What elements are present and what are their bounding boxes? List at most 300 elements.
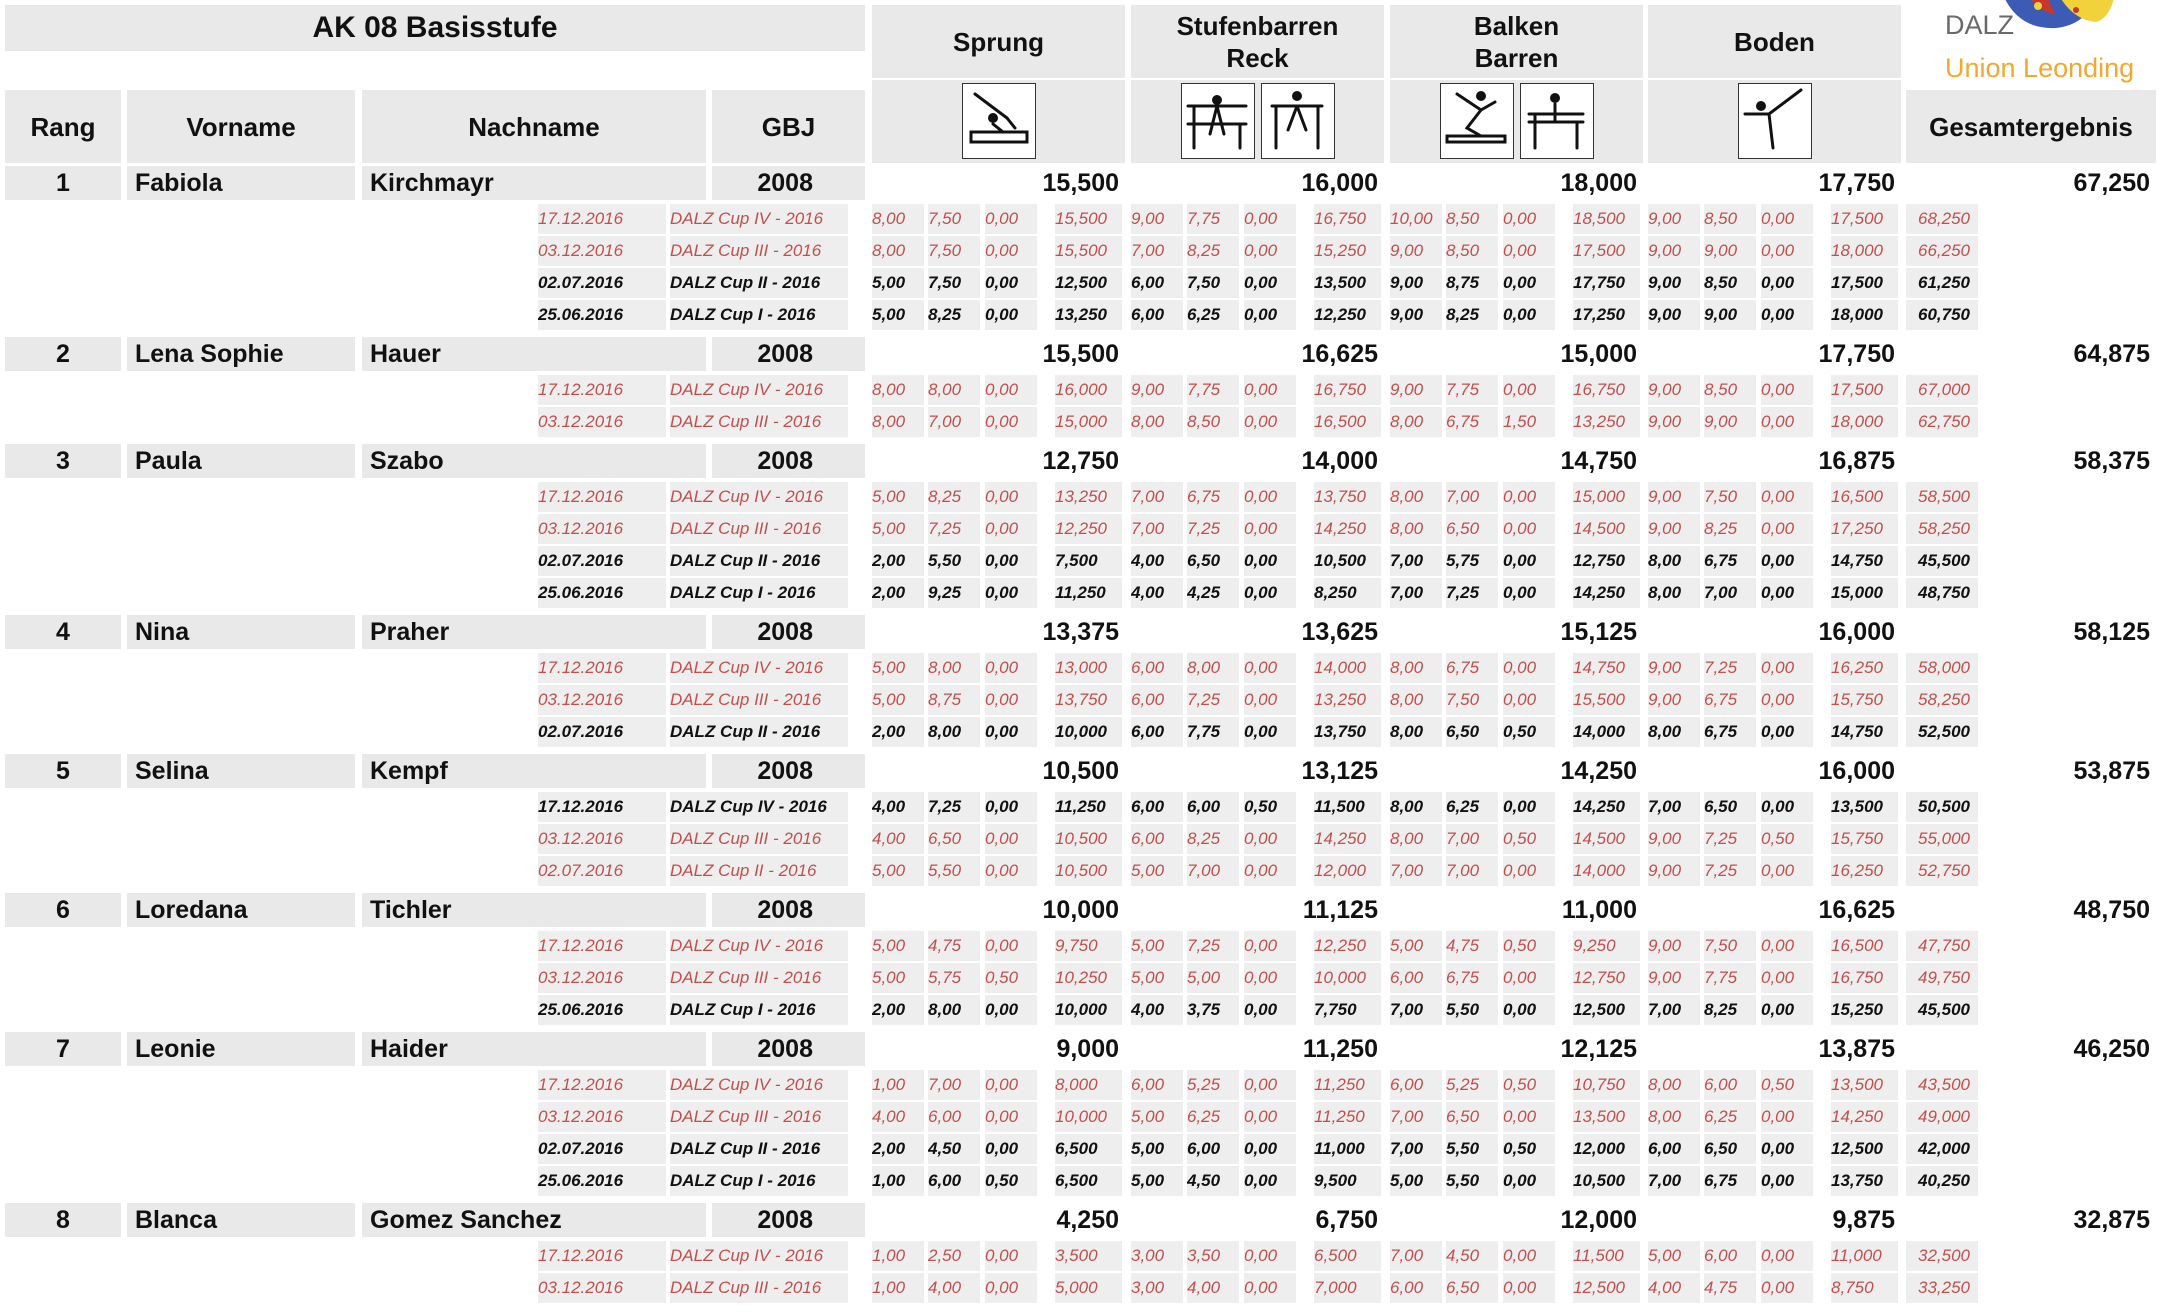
- apparatus-detail-cell: 0,00: [1761, 856, 1813, 886]
- apparatus-score-cell: 14,750: [1831, 546, 1898, 576]
- apparatus-detail-cell: 8,00: [1131, 407, 1183, 437]
- apparatus-detail-cell: 0,00: [1503, 856, 1555, 886]
- apparatus-detail-cell: 6,50: [928, 824, 980, 854]
- apparatus-detail-cell: 6,75: [1187, 482, 1239, 512]
- apparatus-score-cell: 7,750: [1314, 995, 1381, 1025]
- apparatus-detail-cell: 6,00: [1187, 792, 1239, 822]
- apparatus-detail-cell: 6,75: [1704, 546, 1756, 576]
- apparatus-detail-cell: 6,50: [1446, 1273, 1498, 1303]
- apparatus-detail-cell: 8,50: [1704, 268, 1756, 298]
- apparatus-detail-cell: 6,75: [1446, 963, 1498, 993]
- apparatus-detail-cell: 0,00: [1503, 1241, 1555, 1271]
- apparatus-detail-cell: 0,00: [1244, 1102, 1296, 1132]
- apparatus-detail-cell: 3,75: [1187, 995, 1239, 1025]
- apparatus-detail-cell: 0,00: [1761, 546, 1813, 576]
- apparatus-detail-cell: 5,00: [872, 931, 924, 961]
- competition-total: 61,250: [1906, 268, 1978, 298]
- apparatus-detail-cell: 0,00: [1244, 1134, 1296, 1164]
- apparatus-detail-cell: 7,00: [1390, 995, 1442, 1025]
- floor-icon: [1738, 83, 1812, 159]
- apparatus-detail-cell: 7,75: [1446, 375, 1498, 405]
- competition-total: 45,500: [1906, 546, 1978, 576]
- competition-date: 02.07.2016: [538, 717, 666, 747]
- apparatus-detail-cell: 7,00: [1390, 1134, 1442, 1164]
- competition-name: DALZ Cup IV - 2016: [670, 1070, 848, 1100]
- apparatus-detail-cell: 5,00: [1648, 1241, 1700, 1271]
- competition-date: 02.07.2016: [538, 268, 666, 298]
- apparatus-score-cell: 12,000: [1314, 856, 1381, 886]
- apparatus-detail-cell: 0,00: [1244, 578, 1296, 608]
- apparatus-detail-cell: 0,00: [1761, 1241, 1813, 1271]
- apparatus-score-cell: 16,000: [1055, 375, 1122, 405]
- apparatus-detail-cell: 7,00: [928, 407, 980, 437]
- apparatus-best-score: 9,000: [1056, 1035, 1119, 1063]
- apparatus-detail-cell: 5,00: [1390, 1166, 1442, 1196]
- apparatus-detail-cell: 7,25: [1446, 578, 1498, 608]
- apparatus-detail-cell: 5,00: [872, 482, 924, 512]
- parallel-bars-icon: [1520, 83, 1594, 159]
- apparatus-detail-cell: 0,50: [1503, 1134, 1555, 1164]
- apparatus-best-score: 12,750: [1042, 447, 1119, 475]
- apparatus-score-cell: 10,500: [1314, 546, 1381, 576]
- apparatus-detail-cell: 0,00: [1244, 1166, 1296, 1196]
- competition-total: 58,250: [1906, 685, 1978, 715]
- apparatus-detail-cell: 8,25: [928, 482, 980, 512]
- apparatus-detail-cell: 0,00: [1503, 995, 1555, 1025]
- apparatus-detail-cell: 6,75: [1704, 1166, 1756, 1196]
- apparatus-detail-cell: 4,00: [1187, 1273, 1239, 1303]
- apparatus-detail-cell: 5,00: [1131, 856, 1183, 886]
- apparatus-detail-cell: 5,00: [1131, 1134, 1183, 1164]
- apparatus-detail-cell: 8,50: [1704, 204, 1756, 234]
- apparatus-detail-cell: 4,00: [872, 824, 924, 854]
- apparatus-best-score: 17,750: [1818, 169, 1895, 197]
- apparatus-score-cell: 16,750: [1314, 375, 1381, 405]
- apparatus-detail-cell: 8,00: [1390, 482, 1442, 512]
- apparatus-score-cell: 11,500: [1573, 1241, 1640, 1271]
- apparatus-detail-cell: 0,00: [1761, 685, 1813, 715]
- apparatus-detail-cell: 6,00: [1187, 1134, 1239, 1164]
- apparatus-detail-cell: 7,25: [1187, 931, 1239, 961]
- athlete-rank: 8: [5, 1203, 121, 1237]
- apparatus-best-score: 18,000: [1560, 169, 1637, 197]
- apparatus-best-score: 15,500: [1042, 340, 1119, 368]
- apparatus-score-cell: 14,750: [1573, 653, 1640, 683]
- athlete-birth-year: 2008: [712, 444, 865, 478]
- apparatus-detail-cell: 8,00: [1390, 514, 1442, 544]
- athlete-last-name: Tichler: [362, 893, 706, 927]
- apparatus-detail-cell: 9,00: [1704, 300, 1756, 330]
- competition-date: 03.12.2016: [538, 685, 666, 715]
- apparatus-score-cell: 11,250: [1055, 578, 1122, 608]
- apparatus-score-cell: 12,750: [1573, 546, 1640, 576]
- apparatus-detail-cell: 7,00: [1390, 856, 1442, 886]
- apparatus-best-score: 11,250: [1302, 1035, 1378, 1063]
- apparatus-detail-cell: 0,00: [1503, 963, 1555, 993]
- athlete-first-name: Nina: [127, 615, 355, 649]
- apparatus-score-cell: 16,750: [1573, 375, 1640, 405]
- apparatus-detail-cell: 0,00: [985, 824, 1037, 854]
- apparatus-score-cell: 13,250: [1314, 685, 1381, 715]
- competition-name: DALZ Cup III - 2016: [670, 963, 848, 993]
- apparatus-detail-cell: 0,00: [1244, 653, 1296, 683]
- apparatus-detail-cell: 1,00: [872, 1273, 924, 1303]
- apparatus-detail-cell: 9,00: [1648, 204, 1700, 234]
- competition-date: 02.07.2016: [538, 1134, 666, 1164]
- apparatus-detail-cell: 9,00: [1648, 963, 1700, 993]
- apparatus-detail-cell: 7,75: [1187, 375, 1239, 405]
- apparatus-detail-cell: 0,00: [985, 792, 1037, 822]
- apparatus-detail-cell: 0,00: [985, 995, 1037, 1025]
- apparatus-detail-cell: 0,00: [1503, 685, 1555, 715]
- competition-total: 62,750: [1906, 407, 1978, 437]
- apparatus-score-cell: 12,500: [1573, 995, 1640, 1025]
- apparatus-detail-cell: 1,00: [872, 1166, 924, 1196]
- apparatus-score-cell: 14,000: [1314, 653, 1381, 683]
- apparatus-detail-cell: 8,00: [872, 407, 924, 437]
- athlete-rank: 3: [5, 444, 121, 478]
- competition-name: DALZ Cup III - 2016: [670, 1273, 848, 1303]
- apparatus-detail-cell: 7,25: [1704, 824, 1756, 854]
- apparatus-detail-cell: 5,75: [1446, 546, 1498, 576]
- apparatus-detail-cell: 9,00: [1704, 236, 1756, 266]
- apparatus-score-cell: 15,500: [1573, 685, 1640, 715]
- apparatus-detail-cell: 5,50: [1446, 1134, 1498, 1164]
- apparatus-detail-cell: 9,00: [1648, 824, 1700, 854]
- apparatus-detail-cell: 6,00: [1704, 1070, 1756, 1100]
- competition-total: 67,000: [1906, 375, 1978, 405]
- apparatus-score-cell: 16,750: [1831, 963, 1898, 993]
- apparatus-best-score: 16,625: [1818, 896, 1895, 924]
- apparatus-best-score: 10,000: [1042, 896, 1119, 924]
- apparatus-detail-cell: 6,50: [1446, 1102, 1498, 1132]
- apparatus-detail-cell: 0,00: [985, 578, 1037, 608]
- apparatus-detail-cell: 0,00: [1503, 514, 1555, 544]
- apparatus-detail-cell: 0,00: [1761, 375, 1813, 405]
- competition-date: 02.07.2016: [538, 856, 666, 886]
- competition-name: DALZ Cup IV - 2016: [670, 204, 848, 234]
- apparatus-detail-cell: 8,00: [928, 995, 980, 1025]
- apparatus-detail-cell: 8,00: [1187, 653, 1239, 683]
- vault-icon: [962, 83, 1036, 159]
- apparatus-detail-cell: 3,50: [1187, 1241, 1239, 1271]
- apparatus-score-cell: 13,500: [1314, 268, 1381, 298]
- apparatus-detail-cell: 8,25: [1704, 995, 1756, 1025]
- athlete-rank: 5: [5, 754, 121, 788]
- apparatus-score-cell: 17,500: [1573, 236, 1640, 266]
- apparatus-score-cell: 3,500: [1055, 1241, 1122, 1271]
- competition-date: 03.12.2016: [538, 407, 666, 437]
- apparatus-detail-cell: 8,00: [928, 375, 980, 405]
- apparatus-best-score: 16,000: [1818, 618, 1895, 646]
- apparatus-detail-cell: 8,00: [872, 375, 924, 405]
- apparatus-detail-cell: 0,00: [1244, 300, 1296, 330]
- apparatus-detail-cell: 9,00: [1648, 931, 1700, 961]
- apparatus-score-cell: 14,000: [1573, 856, 1640, 886]
- athlete-last-name: Gomez Sanchez: [362, 1203, 706, 1237]
- athlete-rank: 4: [5, 615, 121, 649]
- column-header-first-name: Vorname: [127, 90, 355, 163]
- competition-date: 17.12.2016: [538, 1070, 666, 1100]
- apparatus-best-score: 11,000: [1561, 896, 1637, 924]
- competition-date: 17.12.2016: [538, 931, 666, 961]
- apparatus-detail-cell: 2,00: [872, 578, 924, 608]
- apparatus-detail-cell: 6,00: [1131, 653, 1183, 683]
- apparatus-detail-cell: 0,00: [1244, 375, 1296, 405]
- apparatus-detail-cell: 7,00: [1446, 824, 1498, 854]
- apparatus-detail-cell: 4,00: [872, 792, 924, 822]
- apparatus-score-cell: 12,500: [1573, 1273, 1640, 1303]
- apparatus-best-score: 15,500: [1042, 169, 1119, 197]
- apparatus-detail-cell: 0,00: [985, 717, 1037, 747]
- competition-total: 40,250: [1906, 1166, 1978, 1196]
- apparatus-score-cell: 13,500: [1573, 1102, 1640, 1132]
- apparatus-score-cell: 14,500: [1573, 514, 1640, 544]
- apparatus-detail-cell: 9,00: [1390, 375, 1442, 405]
- apparatus-detail-cell: 0,00: [1761, 931, 1813, 961]
- apparatus-detail-cell: 6,75: [1704, 685, 1756, 715]
- apparatus-score-cell: 6,500: [1055, 1134, 1122, 1164]
- competition-name: DALZ Cup III - 2016: [670, 824, 848, 854]
- apparatus-detail-cell: 0,50: [985, 963, 1037, 993]
- competition-name: DALZ Cup IV - 2016: [670, 653, 848, 683]
- apparatus-best-score: 6,750: [1315, 1206, 1378, 1234]
- apparatus-score-cell: 13,750: [1055, 685, 1122, 715]
- apparatus-detail-cell: 0,00: [1761, 407, 1813, 437]
- apparatus-detail-cell: 7,25: [1187, 685, 1239, 715]
- competition-name: DALZ Cup I - 2016: [670, 1166, 848, 1196]
- apparatus-detail-cell: 6,00: [1131, 268, 1183, 298]
- apparatus-detail-cell: 9,00: [1390, 300, 1442, 330]
- apparatus-detail-cell: 6,25: [1187, 1102, 1239, 1132]
- athlete-rank: 7: [5, 1032, 121, 1066]
- apparatus-detail-cell: 0,00: [1503, 236, 1555, 266]
- apparatus-detail-cell: 0,00: [1244, 963, 1296, 993]
- apparatus-score-cell: 11,250: [1314, 1070, 1381, 1100]
- competition-name: DALZ Cup II - 2016: [670, 717, 848, 747]
- apparatus-detail-cell: 9,00: [1648, 856, 1700, 886]
- title-divider: [5, 51, 865, 53]
- apparatus-detail-cell: 6,75: [1446, 653, 1498, 683]
- apparatus-detail-cell: 9,25: [928, 578, 980, 608]
- competition-name: DALZ Cup IV - 2016: [670, 482, 848, 512]
- competition-date: 17.12.2016: [538, 653, 666, 683]
- apparatus-detail-cell: 0,00: [1244, 268, 1296, 298]
- logo-text-dalz: DALZ: [1945, 10, 2015, 40]
- competition-name: DALZ Cup III - 2016: [670, 514, 848, 544]
- apparatus-detail-cell: 0,00: [985, 653, 1037, 683]
- athlete-birth-year: 2008: [712, 754, 865, 788]
- competition-name: DALZ Cup II - 2016: [670, 546, 848, 576]
- apparatus-detail-cell: 0,00: [1503, 546, 1555, 576]
- apparatus-best-score: 13,125: [1301, 757, 1378, 785]
- apparatus-score-cell: 7,000: [1314, 1273, 1381, 1303]
- apparatus-detail-cell: 8,25: [928, 300, 980, 330]
- apparatus-best-score: 11,125: [1302, 896, 1378, 924]
- competition-name: DALZ Cup IV - 2016: [670, 375, 848, 405]
- apparatus-detail-cell: 5,50: [1446, 995, 1498, 1025]
- apparatus-score-cell: 16,750: [1314, 204, 1381, 234]
- apparatus-score-cell: 17,500: [1831, 268, 1898, 298]
- apparatus-detail-cell: 0,50: [1503, 824, 1555, 854]
- apparatus-detail-cell: 0,50: [1503, 931, 1555, 961]
- competition-name: DALZ Cup II - 2016: [670, 268, 848, 298]
- apparatus-score-cell: 15,750: [1831, 824, 1898, 854]
- competition-total: 66,250: [1906, 236, 1978, 266]
- apparatus-detail-cell: 7,00: [1390, 578, 1442, 608]
- apparatus-detail-cell: 6,00: [1131, 792, 1183, 822]
- apparatus-detail-cell: 9,00: [1390, 268, 1442, 298]
- high-bar-icon: [1261, 83, 1335, 159]
- competition-total: 55,000: [1906, 824, 1978, 854]
- apparatus-score-cell: 16,500: [1831, 931, 1898, 961]
- competition-total: 49,750: [1906, 963, 1978, 993]
- apparatus-detail-cell: 5,00: [872, 300, 924, 330]
- apparatus-best-score: 13,625: [1301, 618, 1378, 646]
- apparatus-detail-cell: 7,50: [1704, 931, 1756, 961]
- competition-name: DALZ Cup IV - 2016: [670, 931, 848, 961]
- competition-date: 03.12.2016: [538, 236, 666, 266]
- athlete-first-name: Loredana: [127, 893, 355, 927]
- apparatus-score-cell: 10,750: [1573, 1070, 1640, 1100]
- apparatus-detail-cell: 10,00: [1390, 204, 1442, 234]
- apparatus-detail-cell: 9,00: [1648, 685, 1700, 715]
- apparatus-detail-cell: 0,00: [1503, 375, 1555, 405]
- competition-date: 17.12.2016: [538, 375, 666, 405]
- apparatus-score-cell: 8,750: [1831, 1273, 1898, 1303]
- apparatus-detail-cell: 2,00: [872, 995, 924, 1025]
- apparatus-score-cell: 15,000: [1831, 578, 1898, 608]
- apparatus-score-cell: 13,250: [1055, 482, 1122, 512]
- apparatus-detail-cell: 5,25: [1187, 1070, 1239, 1100]
- apparatus-detail-cell: 0,00: [1244, 931, 1296, 961]
- apparatus-score-cell: 17,500: [1831, 204, 1898, 234]
- apparatus-detail-cell: 8,50: [1446, 236, 1498, 266]
- apparatus-detail-cell: 5,00: [872, 963, 924, 993]
- apparatus-detail-cell: 8,00: [928, 653, 980, 683]
- apparatus-detail-cell: 9,00: [1648, 482, 1700, 512]
- apparatus-detail-cell: 7,75: [1187, 717, 1239, 747]
- apparatus-detail-cell: 4,00: [1131, 995, 1183, 1025]
- competition-total: 32,500: [1906, 1241, 1978, 1271]
- apparatus-score-cell: 17,750: [1573, 268, 1640, 298]
- athlete-birth-year: 2008: [712, 615, 865, 649]
- athlete-rank: 2: [5, 337, 121, 371]
- apparatus-score-cell: 12,750: [1573, 963, 1640, 993]
- apparatus-score-cell: 16,250: [1831, 856, 1898, 886]
- competition-total: 48,750: [1906, 578, 1978, 608]
- apparatus-score-cell: 10,000: [1055, 995, 1122, 1025]
- apparatus-detail-cell: 8,00: [872, 204, 924, 234]
- apparatus-detail-cell: 0,00: [1244, 824, 1296, 854]
- athlete-first-name: Fabiola: [127, 166, 355, 200]
- apparatus-detail-cell: 0,00: [1761, 1134, 1813, 1164]
- apparatus-detail-cell: 6,00: [1131, 717, 1183, 747]
- apparatus-best-score: 16,000: [1301, 169, 1378, 197]
- apparatus-detail-cell: 0,00: [1244, 482, 1296, 512]
- apparatus-score-cell: 15,250: [1831, 995, 1898, 1025]
- apparatus-detail-cell: 7,00: [1446, 482, 1498, 512]
- apparatus-detail-cell: 3,00: [1131, 1273, 1183, 1303]
- competition-total: 33,250: [1906, 1273, 1978, 1303]
- apparatus-detail-cell: 0,50: [985, 1166, 1037, 1196]
- apparatus-detail-cell: 8,00: [1390, 824, 1442, 854]
- apparatus-detail-cell: 4,75: [1704, 1273, 1756, 1303]
- apparatus-detail-cell: 7,00: [928, 1070, 980, 1100]
- apparatus-detail-cell: 5,00: [1131, 931, 1183, 961]
- apparatus-score-cell: 18,000: [1831, 407, 1898, 437]
- apparatus-score-cell: 15,000: [1573, 482, 1640, 512]
- apparatus-detail-cell: 0,00: [985, 514, 1037, 544]
- apparatus-detail-cell: 0,00: [1244, 717, 1296, 747]
- apparatus-detail-cell: 5,00: [1131, 1102, 1183, 1132]
- apparatus-detail-cell: 5,00: [872, 268, 924, 298]
- apparatus-detail-cell: 5,50: [1446, 1166, 1498, 1196]
- apparatus-detail-cell: 7,25: [928, 514, 980, 544]
- apparatus-score-cell: 6,500: [1055, 1166, 1122, 1196]
- apparatus-detail-cell: 0,00: [985, 1134, 1037, 1164]
- apparatus-score-cell: 14,000: [1573, 717, 1640, 747]
- athlete-last-name: Hauer: [362, 337, 706, 371]
- apparatus-detail-cell: 7,50: [928, 268, 980, 298]
- apparatus-detail-cell: 0,00: [1503, 482, 1555, 512]
- competition-name: DALZ Cup I - 2016: [670, 578, 848, 608]
- apparatus-score-cell: 18,000: [1831, 300, 1898, 330]
- competition-name: DALZ Cup I - 2016: [670, 995, 848, 1025]
- apparatus-detail-cell: 8,00: [1648, 546, 1700, 576]
- apparatus-detail-cell: 8,25: [1704, 514, 1756, 544]
- apparatus-detail-cell: 9,00: [1131, 375, 1183, 405]
- apparatus-best-score: 10,500: [1042, 757, 1119, 785]
- apparatus-score-cell: 11,000: [1831, 1241, 1898, 1271]
- athlete-first-name: Leonie: [127, 1032, 355, 1066]
- apparatus-detail-cell: 0,00: [985, 1102, 1037, 1132]
- apparatus-detail-cell: 7,25: [1704, 653, 1756, 683]
- apparatus-detail-cell: 7,00: [1187, 856, 1239, 886]
- competition-name: DALZ Cup II - 2016: [670, 1134, 848, 1164]
- apparatus-detail-cell: 8,00: [1390, 407, 1442, 437]
- apparatus-detail-cell: 7,00: [1131, 236, 1183, 266]
- apparatus-detail-cell: 7,75: [1187, 204, 1239, 234]
- apparatus-detail-cell: 7,50: [1446, 685, 1498, 715]
- apparatus-detail-cell: 9,00: [1648, 653, 1700, 683]
- apparatus-detail-cell: 0,00: [1503, 1102, 1555, 1132]
- apparatus-detail-cell: 0,00: [1503, 204, 1555, 234]
- athlete-rank: 6: [5, 893, 121, 927]
- competition-date: 03.12.2016: [538, 824, 666, 854]
- apparatus-score-cell: 18,000: [1831, 236, 1898, 266]
- apparatus-score-cell: 10,500: [1573, 1166, 1640, 1196]
- apparatus-header-1: Sprung: [872, 5, 1125, 78]
- apparatus-detail-cell: 0,00: [1761, 204, 1813, 234]
- apparatus-detail-cell: 0,50: [1503, 1070, 1555, 1100]
- apparatus-detail-cell: 4,75: [928, 931, 980, 961]
- apparatus-detail-cell: 4,00: [1131, 578, 1183, 608]
- athlete-total: 58,375: [2073, 447, 2150, 475]
- apparatus-detail-cell: 0,00: [1503, 1166, 1555, 1196]
- apparatus-best-score: 12,125: [1560, 1035, 1637, 1063]
- apparatus-best-score: 16,000: [1818, 757, 1895, 785]
- apparatus-detail-cell: 0,00: [1761, 995, 1813, 1025]
- apparatus-score-cell: 10,500: [1055, 824, 1122, 854]
- apparatus-detail-cell: 1,50: [1503, 407, 1555, 437]
- competition-total: 43,500: [1906, 1070, 1978, 1100]
- apparatus-detail-cell: 0,00: [1761, 717, 1813, 747]
- apparatus-detail-cell: 9,00: [1648, 236, 1700, 266]
- apparatus-detail-cell: 4,25: [1187, 578, 1239, 608]
- apparatus-score-cell: 13,500: [1831, 1070, 1898, 1100]
- apparatus-best-score: 14,750: [1560, 447, 1637, 475]
